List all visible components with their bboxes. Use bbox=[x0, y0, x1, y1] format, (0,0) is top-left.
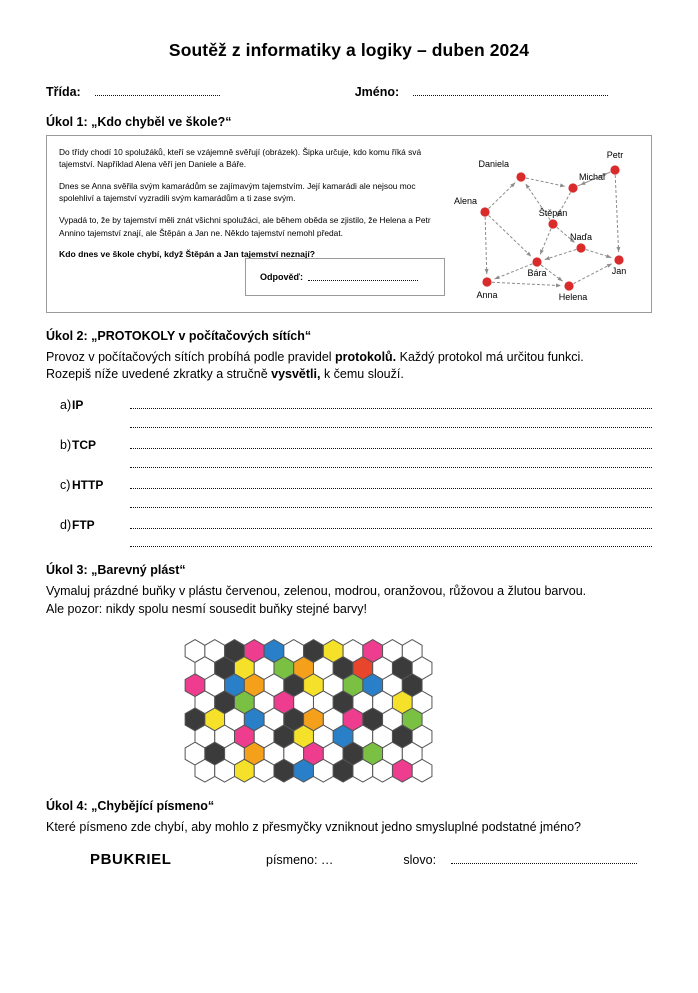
graph-edge bbox=[526, 178, 565, 186]
name-label: Jméno: bbox=[354, 84, 400, 99]
task3-heading: Úkol 3: „Barevný plást“ bbox=[46, 563, 186, 578]
task4-heading: Úkol 4: „Chybějící písmeno“ bbox=[46, 798, 215, 813]
task2-item-abbr: FTP bbox=[72, 517, 95, 532]
task2-item-abbr: HTTP bbox=[72, 477, 104, 492]
task2-item bbox=[46, 438, 652, 452]
hex-cell-empty[interactable] bbox=[373, 759, 393, 782]
graph-node bbox=[610, 165, 619, 174]
task2-answer-list bbox=[46, 398, 652, 547]
graph-node-label: Daniela bbox=[478, 158, 509, 169]
graph-nodes bbox=[480, 165, 623, 290]
task4-answer-row bbox=[46, 851, 652, 868]
hex-cell-filled[interactable] bbox=[294, 759, 314, 782]
task4-letter-label[interactable]: písmeno: … bbox=[266, 852, 334, 867]
page-title: Soutěž z informatiky a logiky – duben 2024 bbox=[168, 40, 530, 60]
task2-item-input-line-2[interactable] bbox=[130, 414, 652, 428]
graph-node-label: Naďa bbox=[569, 231, 593, 242]
hex-cell-empty[interactable] bbox=[313, 759, 333, 782]
class-label: Třída: bbox=[46, 84, 81, 99]
friendship-graph-svg bbox=[449, 140, 647, 310]
hex-cell-empty[interactable] bbox=[215, 759, 235, 782]
graph-edge bbox=[615, 175, 618, 252]
task2-item-abbr: TCP bbox=[72, 437, 96, 452]
graph-node bbox=[516, 172, 525, 181]
graph-node bbox=[482, 277, 491, 286]
identity-row bbox=[46, 84, 652, 99]
task1-paragraph-3: Vypadá to, že by tajemství měli znát všichni spolužáci, ale během oběda se zjistilo, že Helena a Petr Annino tajemství znají, ale Štěpán a Jan ne. Někdo tajemství nemohl předat. bbox=[59, 215, 431, 238]
graph-edge bbox=[545, 249, 577, 259]
task3-line2: Ale pozor: nikdy spolu nesmí sousedit buňky stejné barvy! bbox=[46, 602, 368, 617]
graph-edge bbox=[489, 215, 532, 256]
hex-cell-empty[interactable] bbox=[254, 759, 274, 782]
task1-question: Kdo dnes ve škole chybí, když Štěpán a Jan tajemství neznají? bbox=[59, 249, 315, 260]
task4-word-input[interactable] bbox=[451, 852, 637, 864]
task2-line1 bbox=[46, 349, 652, 367]
task2-line2-part1: Rozepiš níže uvedené zkratky a stručně bbox=[46, 367, 272, 382]
graph-edge bbox=[573, 263, 611, 283]
task2-item-indent bbox=[46, 414, 130, 428]
task2-item-input-line-2[interactable] bbox=[130, 454, 652, 468]
task2-item-spacer bbox=[46, 470, 652, 478]
task4-word-label: slovo: bbox=[403, 852, 437, 867]
graph-node-label: Petr bbox=[606, 149, 624, 160]
class-input[interactable] bbox=[95, 84, 220, 96]
graph-edge bbox=[586, 249, 612, 257]
task4-word: PBUKRIEL bbox=[90, 850, 172, 868]
task2-item-abbr: IP bbox=[72, 398, 84, 413]
graph-labels bbox=[454, 150, 626, 302]
graph-edge bbox=[489, 182, 516, 208]
graph-node bbox=[548, 219, 557, 228]
task1-paragraph-2: Dnes se Anna svěřila svým kamarádům se zajímavým tajemstvím. Její kamarádi ale nejsou moc spolehliví a tajemství vyzradili svým kamarádům a ti zase svým. bbox=[59, 180, 416, 204]
task2-item-input-line-1[interactable] bbox=[130, 518, 652, 529]
hex-cell-filled[interactable] bbox=[333, 759, 353, 782]
graph-node-label: Michal bbox=[579, 171, 606, 182]
task2-heading: Úkol 2: „PROTOKOLY v počítačových sítích“ bbox=[46, 328, 312, 343]
graph-edge bbox=[492, 282, 561, 285]
task3-line1: Vymaluj prázdné buňky v plástu červenou, zelenou, modrou, oranžovou, růžovou a žlutou barvou. bbox=[46, 584, 587, 599]
task2-item-input-line-1[interactable] bbox=[130, 478, 652, 489]
graph-node bbox=[480, 207, 489, 216]
task2-item bbox=[46, 478, 652, 492]
task2-line2-bold: vysvětli, bbox=[271, 367, 321, 382]
task1-answer-label: Odpověď: bbox=[260, 271, 303, 282]
task1-answer-input[interactable] bbox=[308, 272, 418, 281]
task2-item-letter: a) bbox=[60, 398, 72, 413]
friendship-graph bbox=[449, 140, 647, 310]
hex-cell-empty[interactable] bbox=[353, 759, 373, 782]
task2-item-input-line-2[interactable] bbox=[130, 494, 652, 508]
graph-node-label: Anna bbox=[476, 289, 498, 300]
hex-cell-empty[interactable] bbox=[195, 759, 215, 782]
task2-item-spacer bbox=[46, 510, 652, 518]
honeycomb[interactable] bbox=[169, 633, 529, 783]
task2-item-indent bbox=[46, 494, 130, 508]
task1-paragraph-1: Do třídy chodí 10 spolužáků, kteří se vzájemně svěřují (obrázek). Šipka určuje, kdo komu říká svá tajemství. Například Alena věří jen Daniele a Báře. bbox=[59, 146, 422, 170]
graph-node bbox=[568, 183, 577, 192]
graph-node-label: Jan bbox=[611, 265, 627, 276]
task2-item-input-line-1[interactable] bbox=[130, 398, 652, 409]
graph-node bbox=[532, 257, 541, 266]
task2-line1-bold: protokolů. bbox=[335, 349, 397, 364]
graph-node-label: Helena bbox=[558, 291, 588, 302]
name-input[interactable] bbox=[413, 84, 608, 96]
task2-item-second-line bbox=[46, 494, 652, 508]
task2-item-letter: d) bbox=[60, 517, 72, 532]
task2-item-second-line bbox=[46, 454, 652, 468]
task2-item bbox=[46, 398, 652, 412]
task2-line2-part3: k čemu slouží. bbox=[320, 367, 404, 382]
hex-cell-empty[interactable] bbox=[412, 759, 432, 782]
graph-node bbox=[576, 243, 585, 252]
task2-item-letter: b) bbox=[60, 437, 72, 452]
graph-node bbox=[564, 281, 573, 290]
task1-heading: Úkol 1: „Kdo chyběl ve škole?“ bbox=[46, 114, 232, 129]
task2-item-indent bbox=[46, 454, 130, 468]
task2-line1-part1: Provoz v počítačových sítích probíhá podle pravidel bbox=[46, 349, 336, 364]
task2-item-input-line-2[interactable] bbox=[130, 534, 652, 548]
hex-cell-filled[interactable] bbox=[392, 759, 412, 782]
graph-node bbox=[614, 255, 623, 264]
task2-item bbox=[46, 518, 652, 532]
task1-box bbox=[46, 135, 652, 313]
task1-answer-box[interactable] bbox=[245, 258, 445, 296]
hex-cell-filled[interactable] bbox=[274, 759, 294, 782]
task2-line2 bbox=[46, 366, 652, 384]
task2-item-indent bbox=[46, 534, 130, 548]
graph-edge bbox=[485, 217, 487, 274]
task1-text-block bbox=[59, 146, 431, 262]
task2-line1-part3: Každý protokol má určitou funkci. bbox=[396, 349, 584, 364]
task2-item-spacer bbox=[46, 430, 652, 438]
graph-node-label: Bára bbox=[527, 267, 547, 278]
graph-node-label: Alena bbox=[453, 195, 477, 206]
graph-edge bbox=[540, 228, 551, 254]
task2-item-letter: c) bbox=[60, 477, 71, 492]
graph-edges bbox=[485, 172, 619, 286]
task2-item-input-line-1[interactable] bbox=[130, 438, 652, 449]
task2-item-second-line bbox=[46, 414, 652, 428]
task4-question: Které písmeno zde chybí, aby mohlo z přesmyčky vzniknout jedno smysluplné podstatné jméno? bbox=[46, 819, 581, 834]
hex-cell-filled[interactable] bbox=[234, 759, 254, 782]
honeycomb-svg[interactable] bbox=[169, 633, 529, 783]
task2-item-second-line bbox=[46, 534, 652, 548]
graph-node-label: Štěpán bbox=[538, 207, 568, 218]
